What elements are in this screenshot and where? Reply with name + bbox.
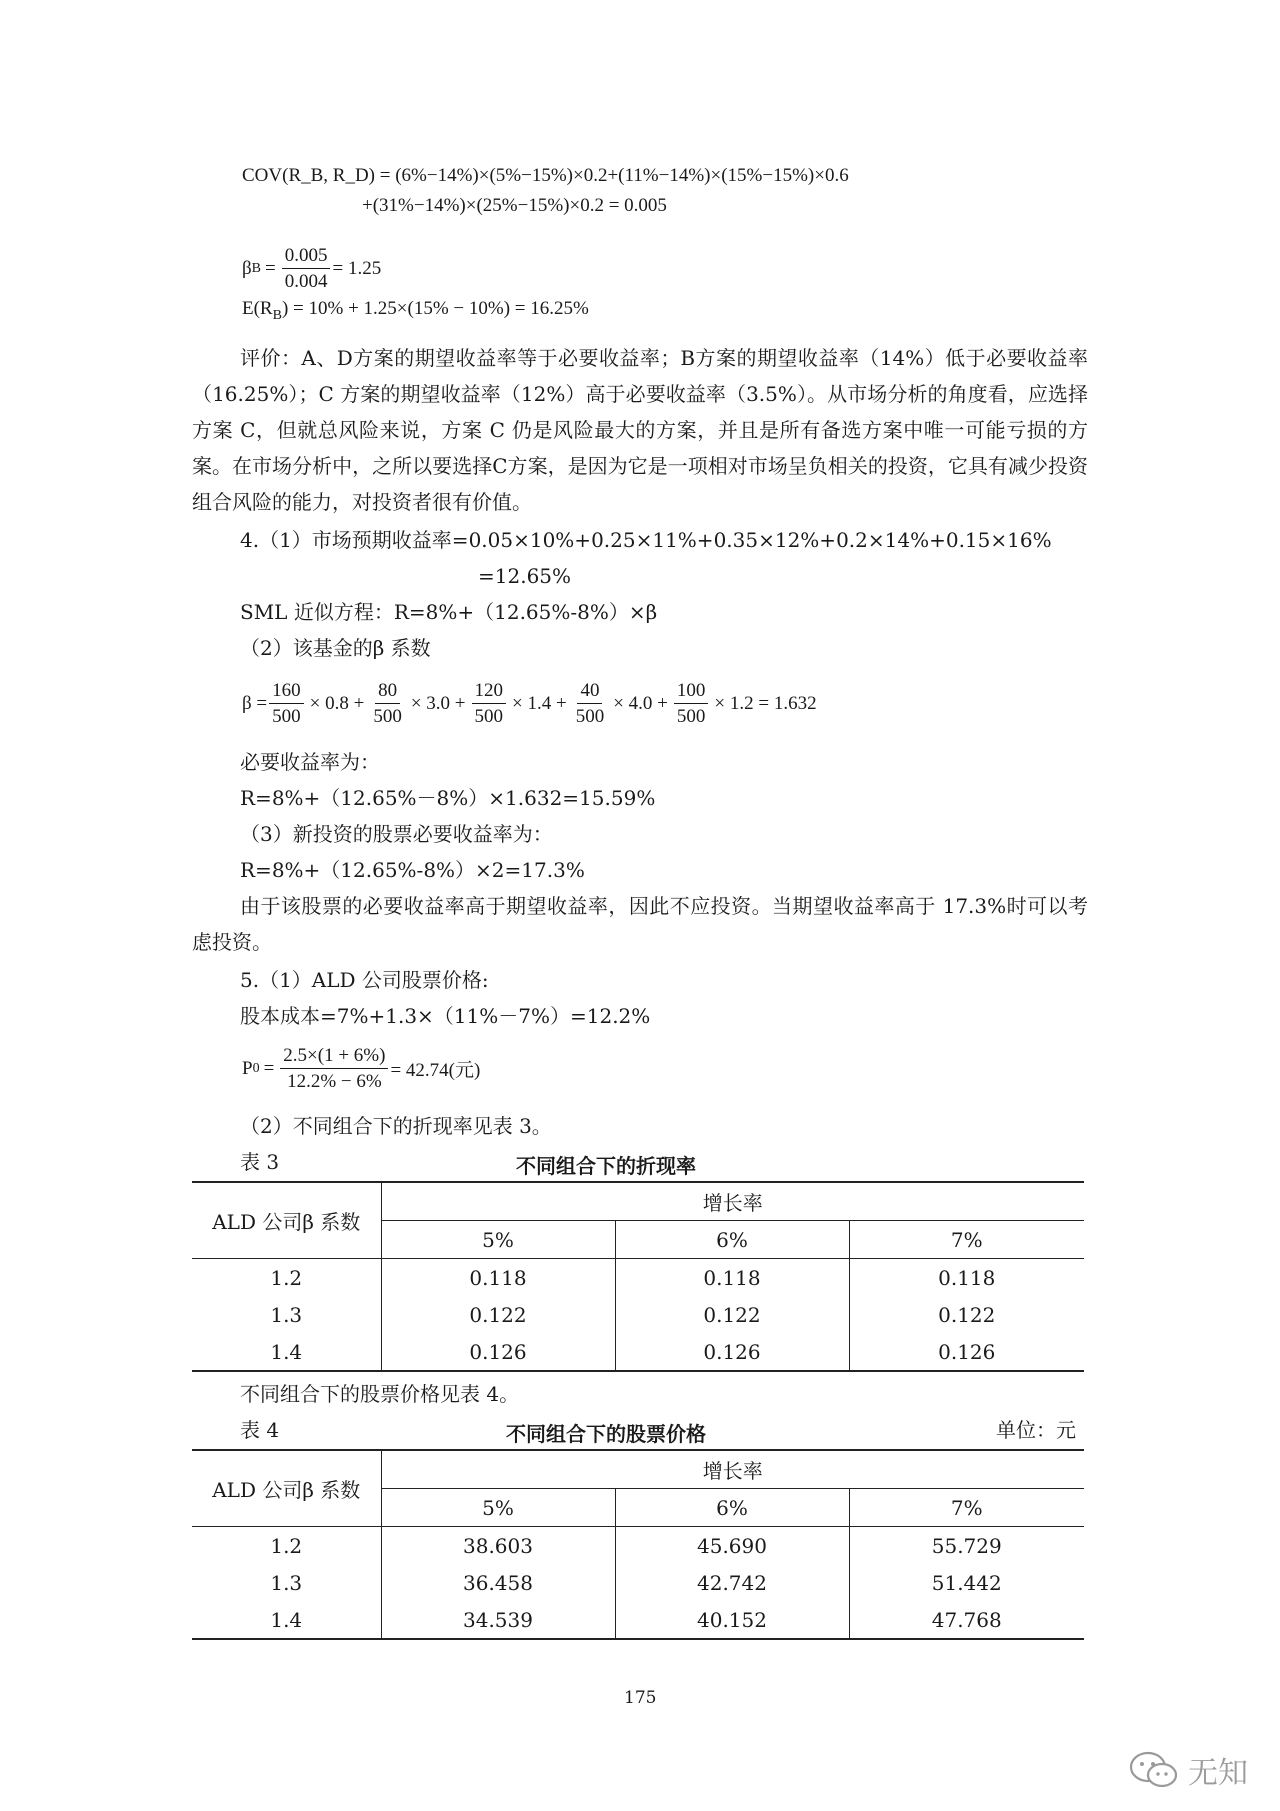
sml-equation: SML 近似方程：R=8%+（12.65%-8%）×β (240, 600, 658, 624)
er-b-lhs: E(R (242, 298, 273, 319)
beta-b-result: = 1.25 (332, 257, 382, 279)
p0-result: = 42.74(元) (390, 1060, 481, 1081)
fraction-numerator: 160 (269, 680, 304, 704)
table-row (192, 1333, 1084, 1371)
table3-discount-rates (192, 1181, 1084, 1372)
table3-col-header: 5% (381, 1221, 615, 1259)
cov-equation-line1 (242, 165, 849, 187)
wechat-logo-icon (1128, 1750, 1180, 1790)
table3-cell: 0.118 (615, 1259, 849, 1297)
p0-numerator: 2.5×(1 + 6%) (280, 1045, 388, 1069)
table3-cell: 0.118 (381, 1259, 615, 1297)
q4-part3-heading: （3）新投资的股票必要收益率为： (240, 822, 553, 846)
fund-beta-fraction (370, 680, 405, 727)
table4-col-header: 5% (381, 1489, 615, 1527)
conclusion-paragraph (192, 888, 1088, 960)
table4-col-header: 6% (615, 1489, 849, 1527)
table3-title: 不同组合下的折现率 (516, 1154, 696, 1178)
fund-beta-fraction (573, 680, 608, 727)
fund-beta-equation (242, 680, 821, 727)
beta-b-symbol: β (242, 257, 252, 279)
fraction-multiplier: × 1.4 + (512, 692, 567, 714)
table4-stock-prices (192, 1449, 1084, 1640)
table-row (192, 1564, 1084, 1601)
fraction-denominator: 500 (575, 706, 605, 727)
table3-cell: 0.118 (938, 1265, 996, 1290)
table4-intro-text: 不同组合下的股票价格见表 4。 (240, 1382, 520, 1406)
expected-return-b-equation (242, 298, 589, 324)
table4-beta-cell: 1.4 (192, 1601, 381, 1639)
watermark (1128, 1748, 1248, 1792)
beta-b-equation: β B = $\frac{0.005}{0.004}$ = 1.25 (242, 245, 382, 292)
beta-b-numerator: 0.005 (282, 245, 331, 269)
table3-cell: 0.122 (615, 1296, 849, 1333)
fraction-denominator: 500 (272, 706, 301, 727)
fraction-multiplier: × 0.8 + (309, 692, 365, 714)
fund-beta-fraction (472, 680, 507, 727)
conclusion-text: 由于该股票的必要收益率高于期望收益率，因此不应投资。当期望收益率高于 17.3%时可以考虑投资。 (192, 894, 1088, 954)
fraction-numerator: 80 (375, 680, 400, 704)
fund-beta-fraction (674, 680, 709, 727)
fraction-denominator: 500 (474, 706, 504, 727)
table4-row-header: ALD 公司β 系数 (192, 1450, 381, 1527)
cov-line1-text: COV(R_B, R_D) = (6%−14%)×(5%−15%)×0.2+(11%−14%)×(15%−15%)×0.6 (242, 165, 849, 186)
q5-part2-text: （2）不同组合下的折现率见表 3。 (240, 1114, 552, 1138)
beta-b-denominator: 0.004 (284, 271, 328, 292)
table4-cell: 51.442 (931, 1570, 1002, 1595)
table3-beta-cell: 1.3 (192, 1296, 381, 1333)
table4-cell: 40.152 (615, 1601, 849, 1639)
cost-of-equity-calc: 股本成本=7%+1.3×（11%－7%）=12.2% (240, 1004, 651, 1028)
table3-label: 表 3 (240, 1150, 280, 1174)
p0-denominator: 12.2% − 6% (287, 1071, 382, 1092)
fund-beta-fraction (269, 680, 304, 727)
table4-beta-cell: 1.3 (192, 1564, 381, 1601)
fund-beta-lhs: β = (242, 692, 268, 714)
p0-fraction (280, 1045, 388, 1092)
table3-beta-cell: 1.4 (192, 1333, 381, 1371)
p0-symbol: P (242, 1057, 253, 1079)
fraction-multiplier: × 3.0 + (410, 692, 466, 714)
er-b-subscript: B (272, 307, 282, 323)
required-return-calc: R=8%+（12.65%－8%）×1.632=15.59% (240, 786, 656, 810)
q4-part1-formula: 4.（1）市场预期收益率=0.05×10%+0.25×11%+0.35×12%+0.2×14%+0.15×16% (240, 528, 1052, 552)
new-stock-required-calc: R=8%+（12.65%-8%）×2=17.3% (240, 858, 585, 882)
table3-col-header: 7% (849, 1221, 1084, 1259)
table3-cell: 0.126 (849, 1333, 1084, 1371)
table3-cell: 0.122 (938, 1302, 996, 1327)
p0-equation: P 0 = $\frac{2.5\times(1 + 6\%)}{12.2\% - 6\%}$ = 42.74(元) (242, 1045, 481, 1092)
table3-col-header: 6% (615, 1221, 849, 1259)
fund-beta-terms (267, 680, 820, 727)
table3-beta-cell: 1.2 (192, 1259, 381, 1297)
fraction-multiplier: × 1.2 = 1.632 (714, 692, 817, 714)
table3-row-header: ALD 公司β 系数 (192, 1182, 381, 1259)
cov-equation-line2 (362, 195, 667, 217)
table4-cell: 47.768 (849, 1601, 1084, 1639)
beta-b-fraction (282, 245, 331, 292)
table4-unit: 单位：元 (996, 1418, 1076, 1442)
page-number: 175 (624, 1688, 657, 1708)
table4-cell: 45.690 (615, 1527, 849, 1565)
table3-cell: 0.126 (615, 1333, 849, 1371)
table-row (192, 1601, 1084, 1639)
cov-line2-text: +(31%−14%)×(25%−15%)×0.2 = 0.005 (362, 195, 667, 216)
table-row (192, 1296, 1084, 1333)
er-b-rhs: ) = 10% + 1.25×(15% − 10%) = 16.25% (281, 298, 589, 319)
beta-b-subscript: B (251, 260, 262, 276)
evaluation-paragraph (192, 340, 1088, 520)
fraction-denominator: 500 (676, 706, 706, 727)
fraction-numerator: 100 (674, 680, 709, 704)
fraction-numerator: 120 (472, 680, 507, 704)
table3-group-header: 增长率 (381, 1182, 1084, 1221)
q4-part1-result: =12.65% (478, 564, 572, 588)
q4-part2-heading: （2）该基金的β 系数 (240, 636, 431, 660)
table4-cell: 38.603 (381, 1527, 615, 1565)
p0-subscript: 0 (252, 1060, 260, 1076)
fraction-multiplier: × 4.0 + (613, 692, 668, 714)
table3-cell: 0.122 (381, 1296, 615, 1333)
table4-label: 表 4 (240, 1418, 280, 1442)
fraction-denominator: 500 (373, 706, 402, 727)
table4-cell: 36.458 (381, 1564, 615, 1601)
table4-cell: 34.539 (381, 1601, 615, 1639)
required-return-label: 必要收益率为： (240, 750, 380, 774)
table4-title: 不同组合下的股票价格 (506, 1422, 706, 1446)
table-row (192, 1527, 1084, 1565)
table4-cell: 55.729 (931, 1533, 1002, 1558)
table4-beta-cell: 1.2 (192, 1527, 381, 1565)
q5-part1-heading: 5.（1）ALD 公司股票价格: (240, 968, 489, 992)
fraction-numerator: 40 (577, 680, 602, 704)
table4-cell: 42.742 (615, 1564, 849, 1601)
evaluation-text: 评价：A、D方案的期望收益率等于必要收益率；B方案的期望收益率（14%）低于必要收益率（16.25%）；C 方案的期望收益率（12%）高于必要收益率（3.5%）。从市场分析的角度看，应选择方案 C，但就总风险来说，方案 C 仍是风险最大的方案，并且是所有备选方案中唯一可能亏损的方案。在市场分析中，之所以要选择C方案，是因为它是一项相对市场呈负相关的投资，它具有减少投资组合风险的能力，对投资者很有价值。 (192, 346, 1088, 514)
table4-group-header: 增长率 (381, 1450, 1084, 1489)
table4-col-header: 7% (849, 1489, 1084, 1527)
watermark-text: 无知 (1188, 1756, 1248, 1791)
table-row (192, 1259, 1084, 1297)
table3-cell: 0.126 (381, 1333, 615, 1371)
